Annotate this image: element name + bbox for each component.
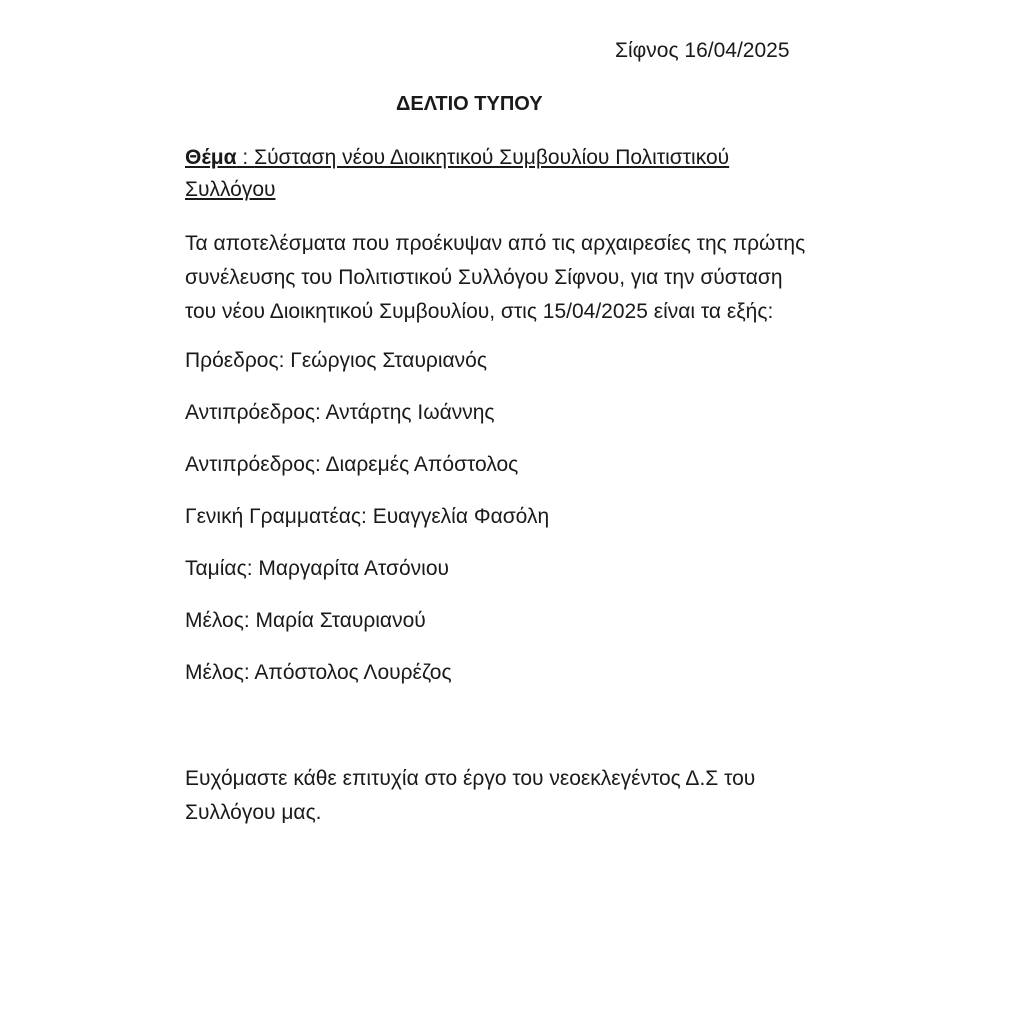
intro-line: συνέλευσης του Πολιτιστικού Συλλόγου Σίφνου, για την σύσταση xyxy=(185,266,783,289)
subject-text-line2: Συλλόγου xyxy=(185,178,276,201)
subject-text-line1: Σύσταση νέου Διοικητικού Συμβουλίου Πολιτιστικού xyxy=(254,146,730,169)
subject-separator: : xyxy=(236,146,255,169)
intro-line: του νέου Διοικητικού Συμβουλίου, στις 15/04/2025 είναι τα εξής: xyxy=(185,300,774,323)
subject-label: Θέμα xyxy=(185,146,237,169)
document-subject xyxy=(185,142,865,206)
member-vice-president-2: Αντιπρόεδρος: Διαρεμές Απόστολος xyxy=(185,453,519,476)
closing-line: Ευχόμαστε κάθε επιτυχία στο έργο του νεοεκλεγέντος Δ.Σ του xyxy=(185,767,756,790)
member-1: Μέλος: Μαρία Σταυριανού xyxy=(185,609,426,632)
closing-paragraph xyxy=(185,762,885,830)
board-members-list xyxy=(185,346,885,710)
member-vice-president-1: Αντιπρόεδρος: Αντάρτης Ιωάννης xyxy=(185,401,495,424)
document-date: Σίφνος 16/04/2025 xyxy=(615,39,790,62)
closing-line: Συλλόγου μας. xyxy=(185,801,322,824)
intro-paragraph xyxy=(185,227,905,329)
member-2: Μέλος: Απόστολος Λουρέζος xyxy=(185,661,452,684)
intro-line: Τα αποτελέσματα που προέκυψαν από τις αρχαιρεσίες της πρώτης xyxy=(185,232,806,255)
member-treasurer: Ταμίας: Μαργαρίτα Ατσόνιου xyxy=(185,557,449,580)
member-president: Πρόεδρος: Γεώργιος Σταυριανός xyxy=(185,349,487,372)
member-general-secretary: Γενική Γραμματέας: Ευαγγελία Φασόλη xyxy=(185,505,550,528)
document-title: ΔΕΛΤΙΟ ΤΥΠΟΥ xyxy=(396,93,543,115)
